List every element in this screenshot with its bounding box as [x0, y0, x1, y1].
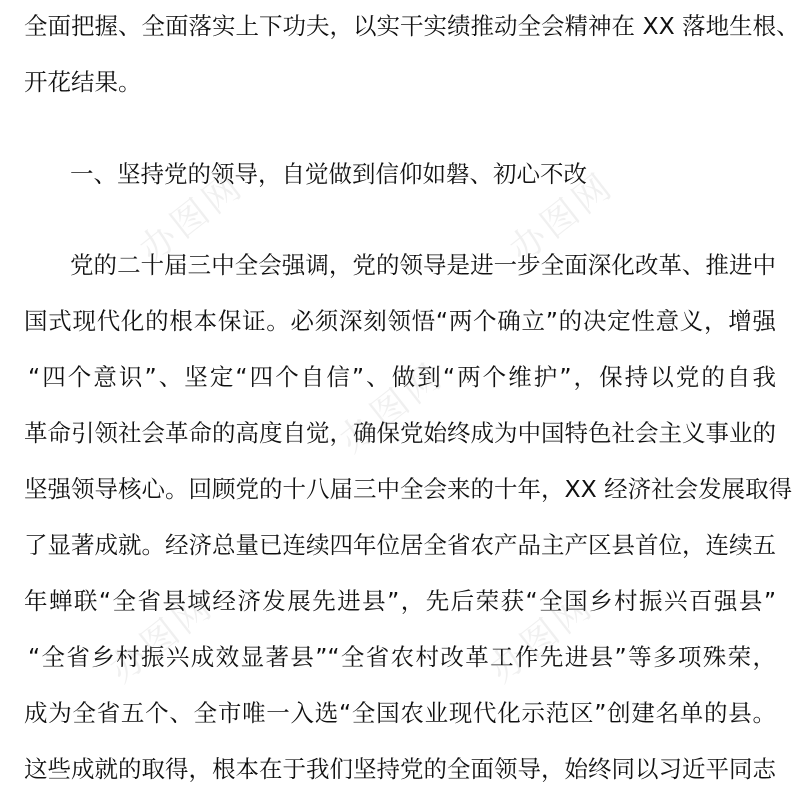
watermark-text: 办图网	[101, 584, 222, 691]
paragraph-line-1: 全面把握、全面落实上下功夫，以实干实绩推动全会精神在 XX 落地生根、	[24, 12, 800, 40]
watermark-text: 办图网	[131, 164, 252, 271]
paragraph-line-3: 党的二十届三中全会强调，党的领导是进一步全面深化改革、推进中	[70, 251, 776, 279]
watermark-text: 办图网	[331, 354, 452, 461]
paragraph-line-4: 国式现代化的根本保证。必须深刻领悟“两个确立”的决定性意义，增强	[24, 307, 776, 335]
paragraph-line-5: “四个意识”、坚定“四个自信”、做到“两个维护”，保持以党的自我	[28, 363, 776, 391]
watermark-text: 办图网	[481, 584, 602, 691]
paragraph-line-6: 革命引领社会革命的高度自觉，确保党始终成为中国特色社会主义事业的	[24, 419, 776, 447]
paragraph-line-12: 这些成就的取得，根本在于我们坚持党的全面领导，始终同以习近平同志	[24, 755, 776, 783]
paragraph-line-10: “全省乡村振兴成效显著县”“全省农村改革工作先进县”等多项殊荣，	[28, 643, 776, 671]
section-heading: 一、坚持党的领导，自觉做到信仰如磐、初心不改	[70, 160, 587, 188]
paragraph-line-7: 坚强领导核心。回顾党的十八届三中全会来的十年，XX 经济社会发展取得	[24, 475, 793, 503]
paragraph-line-9: 年蝉联“全省县域经济发展先进县”，先后荣获“全国乡村振兴百强县”	[24, 587, 776, 615]
watermark-text: 办图网	[501, 164, 622, 271]
paragraph-line-11: 成为全省五个、全市唯一入选“全国农业现代化示范区”创建名单的县。	[24, 699, 776, 727]
paragraph-line-8: 了显著成就。经济总量已连续四年位居全省农产品主产区县首位，连续五	[24, 531, 776, 559]
paragraph-line-2: 开花结果。	[24, 68, 142, 96]
